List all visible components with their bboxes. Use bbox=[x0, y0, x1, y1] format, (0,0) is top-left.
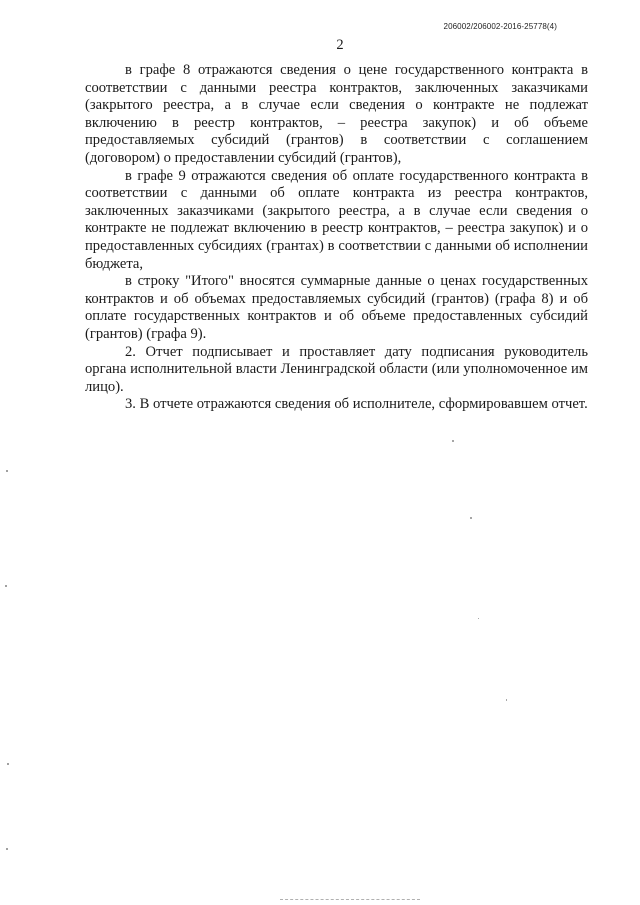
document-id: 206002/206002-2016-25778(4) bbox=[443, 22, 557, 31]
scan-speck bbox=[452, 440, 454, 442]
scan-edge-mark bbox=[6, 470, 8, 472]
page-number: 2 bbox=[336, 37, 344, 53]
paragraph-executor: 3. В отчете отражаются сведения об исполнителе, сформировавшем отчет. bbox=[125, 396, 588, 413]
scan-edge-mark bbox=[6, 848, 8, 850]
scan-speck bbox=[470, 517, 472, 519]
paragraph-column-9: в графе 9 отражаются сведения об оплате государственного контракта в соответствии с данными об оплате контракта из реестра контрактов, заключенных заказчиками (закрытого реестра, а в случае если сведения о контракте не подлежат включению в реестр контрактов, – реестра закупок) и о предоставленных субсидиях (грантах) в соответствии с данными об исполнении бюджета, bbox=[85, 167, 588, 272]
scan-edge-mark bbox=[7, 763, 9, 765]
scan-edge-mark bbox=[5, 585, 7, 587]
document-body bbox=[85, 62, 588, 414]
scan-speck bbox=[478, 618, 479, 619]
scan-bottom-edge bbox=[280, 899, 420, 901]
paragraph-column-8: в графе 8 отражаются сведения о цене государственного контракта в соответствии с данными реестра контрактов, заключенных заказчиками (закрытого реестра, а в случае если сведения о контракте не подлежат включению в реестр контрактов, – реестра закупок) и об объеме предоставляемых субсидий (грантов) в соответствии с соглашением (договором) о предоставлении субсидий (грантов), bbox=[85, 62, 588, 166]
scan-speck bbox=[506, 699, 507, 701]
paragraph-signature: 2. Отчет подписывает и проставляет дату подписания руководитель органа исполнительной власти Ленинградской области (или уполномоченное им лицо). bbox=[85, 343, 588, 395]
paragraph-total-row: в строку "Итого" вносятся суммарные данные о ценах государственных контрактов и об объемах предоставляемых субсидий (грантов) (графа 8) и об оплате государственных контрактов и об объеме предоставленных субсидий (грантов) (графа 9). bbox=[85, 273, 588, 342]
